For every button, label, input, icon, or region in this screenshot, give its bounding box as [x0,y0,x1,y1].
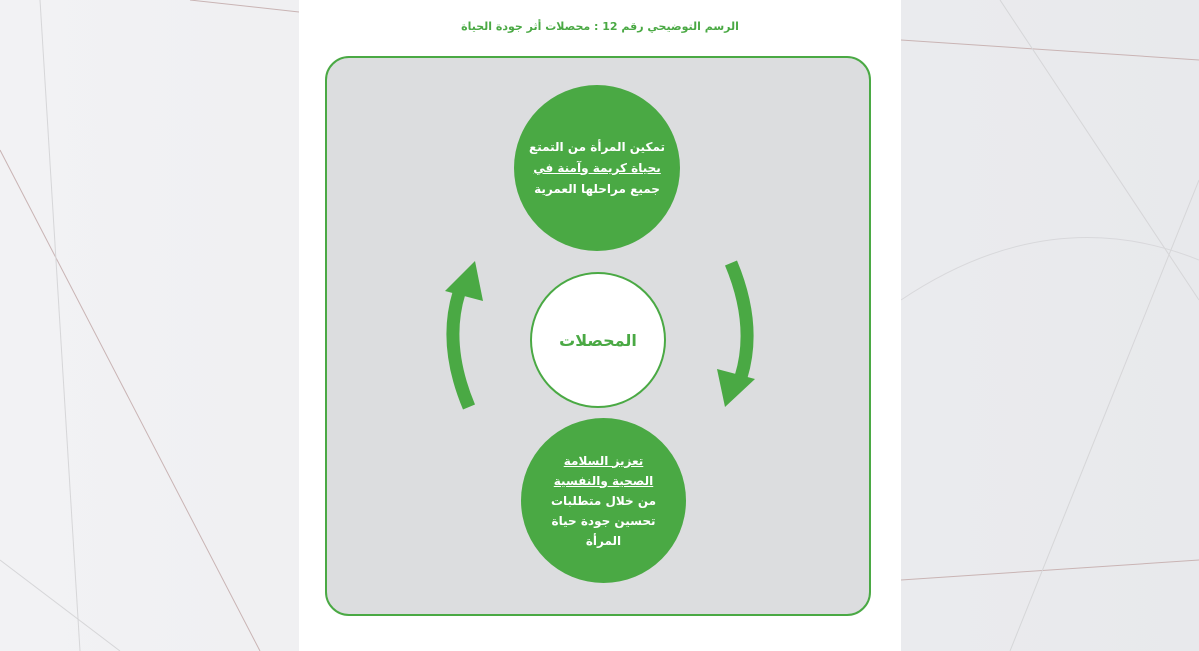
top-outcome-line-1: تمكين المرأة من التمتع [529,139,665,154]
bottom-outcome-line-3: من خلال متطلبات [550,493,657,508]
document-page [299,0,901,651]
bottom-outcome-line-4: تحسين جودة حياة [551,513,656,528]
bottom-outcome-line-5: المرأة [585,533,622,548]
top-outcome-circle [514,85,680,251]
cycle-arrow-up-icon [439,255,499,415]
top-outcome-line-3: جميع مراحلها العمرية [534,181,660,196]
top-outcome-line-2: بحياة كريمة وآمنة في [533,160,661,175]
bottom-outcome-circle [521,418,686,583]
figure-caption: الرسم التوضيحي رقم 12 : محصلات أثر جودة الحياة [461,20,739,33]
center-outcomes-label: المحصلات [559,330,637,350]
bottom-outcome-line-2: الصحية والنفسية [553,473,654,488]
center-outcomes-circle [530,272,666,408]
cycle-arrow-down-icon [709,255,769,415]
bottom-outcome-line-1: تعزيز السلامة [563,453,644,468]
